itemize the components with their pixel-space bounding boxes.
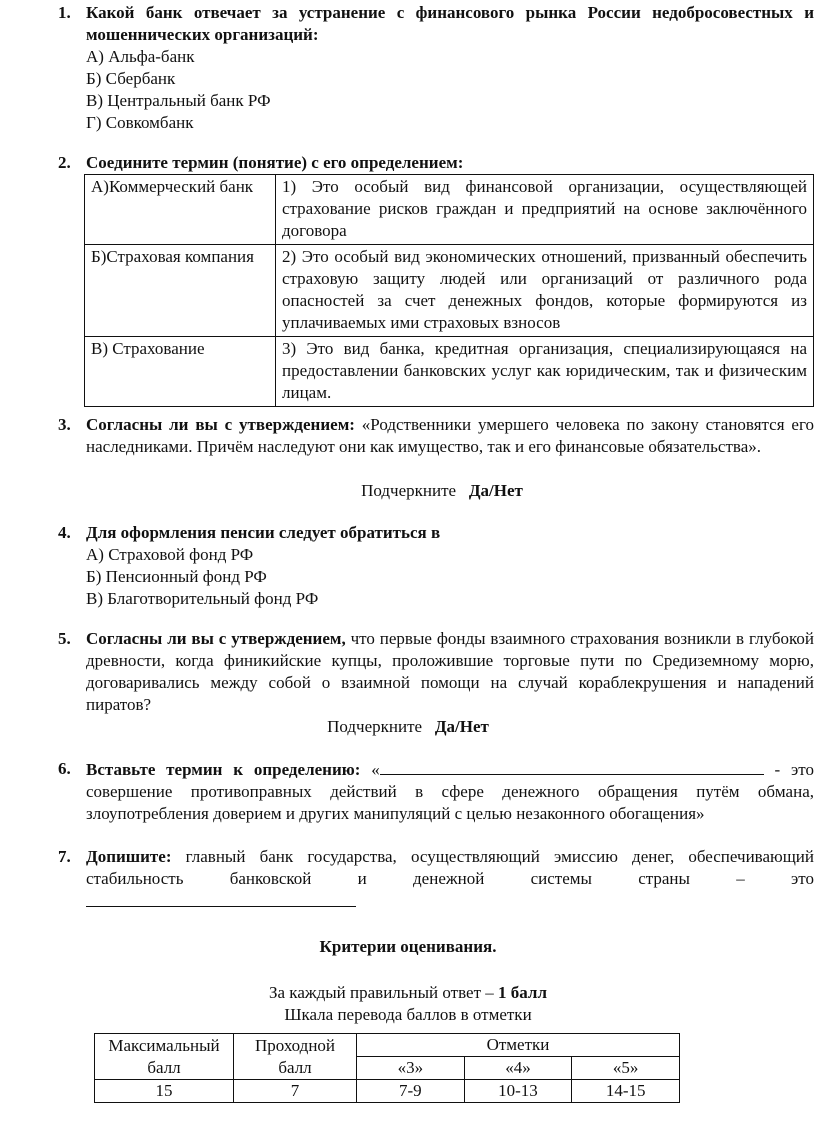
header-pass-score [234, 1034, 357, 1080]
term-cell: Б)Страховая компания [85, 245, 276, 337]
question-number: 1. [58, 3, 71, 22]
table-cell: 15 [95, 1080, 234, 1103]
question-4 [58, 522, 814, 610]
term-cell: В) Страхование [85, 337, 276, 407]
table-row [85, 175, 814, 245]
instruction-text: Подчеркните [327, 717, 423, 736]
question-6 [58, 758, 814, 825]
question-number: 4. [58, 523, 71, 542]
question-text: Соедините термин (понятие) с его определением: [86, 153, 464, 172]
scoring-rule-text: За каждый правильный ответ – [269, 983, 499, 1002]
definition-cell: 1) Это особый вид финансовой организации, осуществляющей страхование рисков граждан и предприятий на основе заключённого договора [276, 175, 814, 245]
answer-option: Б) Сбербанк [86, 69, 176, 88]
table-cell: 10-13 [464, 1080, 572, 1103]
question-7 [58, 846, 814, 912]
question-text: Для оформления пенсии следует обратиться в [86, 523, 441, 542]
table-row [95, 1080, 680, 1103]
header-pass-score-line1: Проходной [254, 1035, 336, 1055]
question-1 [58, 2, 814, 134]
yes-no-answer[interactable]: Да/Нет [434, 717, 489, 736]
question-lead: Допишите: [86, 847, 172, 866]
table-row [85, 245, 814, 337]
question-number: 2. [58, 153, 71, 172]
question-text: - это совершение противоправных действий в сфере денежного обращения путём обмана, злоупотребления доверием и других манипуляций с целью незаконного обогащения» [86, 760, 814, 823]
open-quote: « [360, 760, 380, 779]
question-2 [58, 152, 814, 174]
matching-table [84, 174, 814, 407]
question-number: 3. [58, 415, 71, 434]
mark-header: «3» [357, 1057, 465, 1080]
yes-no-answer[interactable]: Да/Нет [468, 481, 523, 500]
underline-instruction [0, 480, 816, 502]
answer-option: А) Альфа-банк [86, 47, 195, 66]
table-cell: 7 [234, 1080, 357, 1103]
mark-header: «5» [572, 1057, 680, 1080]
question-5 [58, 628, 814, 716]
answer-blank[interactable] [380, 758, 764, 775]
header-max-score-line2: балл [147, 1057, 181, 1077]
answer-option: А) Страховой фонд РФ [86, 545, 254, 564]
question-lead: Согласны ли вы с утверждением, [86, 629, 346, 648]
question-text: Какой банк отвечает за устранение с финансового рынка России недобросовестных и мошеннических организаций: [86, 3, 814, 44]
header-pass-score-line2: балл [278, 1057, 312, 1077]
question-text: главный банк государства, осуществляющий эмиссию денег, обеспечивающий стабильность банковской и денежной системы страны – это [86, 847, 814, 888]
header-max-score [95, 1034, 234, 1080]
scoring-rule-points: 1 балл [498, 983, 547, 1002]
question-text: «Родственники умершего человека по закону становятся его наследниками. Причём наследуют они как имущество, так и его финансовые обязательства». [86, 415, 814, 456]
scoring-rule [0, 982, 816, 1004]
table-header-row [95, 1034, 680, 1057]
question-text: что первые фонды взаимного страхования возникли в глубокой древности, когда финикийские купцы, проложившие торговые пути по Средиземному морю, договаривались между собой о взаимной помощи на случай кораблекрушения и нападений пиратов? [86, 629, 814, 714]
question-number: 7. [58, 847, 71, 866]
table-cell: 7-9 [357, 1080, 465, 1103]
answer-option: Г) Совкомбанк [86, 113, 194, 132]
scale-title: Шкала перевода баллов в отметки [284, 1005, 532, 1024]
criteria-title: Критерии оценивания. [319, 937, 497, 956]
header-marks: Отметки [357, 1034, 680, 1057]
question-lead: Согласны ли вы с утверждением: [86, 415, 355, 434]
instruction-text: Подчеркните [361, 481, 457, 500]
answer-blank[interactable] [86, 890, 356, 907]
table-row [85, 337, 814, 407]
underline-instruction [0, 716, 816, 738]
definition-cell: 2) Это особый вид экономических отношений, призванный обеспечить страховую защиту людей или организаций от различного рода опасностей за счет денежных фондов, которые формируются из уплачиваемых ими страховых взносов [276, 245, 814, 337]
answer-option: Б) Пенсионный фонд РФ [86, 567, 267, 586]
grading-scale-table [94, 1033, 680, 1103]
question-3 [58, 414, 814, 458]
term-cell: А)Коммерческий банк [85, 175, 276, 245]
question-number: 6. [58, 759, 71, 778]
answer-option: В) Центральный банк РФ [86, 91, 271, 110]
header-max-score-line1: Максимальный [108, 1035, 220, 1055]
definition-cell: 3) Это вид банка, кредитная организация, специализирующаяся на предоставлении банковских услуг как юридическим, так и физическим лицам. [276, 337, 814, 407]
table-cell: 14-15 [572, 1080, 680, 1103]
mark-header: «4» [464, 1057, 572, 1080]
question-number: 5. [58, 629, 71, 648]
answer-option: В) Благотворительный фонд РФ [86, 589, 319, 608]
question-lead: Вставьте термин к определению: [86, 760, 361, 779]
